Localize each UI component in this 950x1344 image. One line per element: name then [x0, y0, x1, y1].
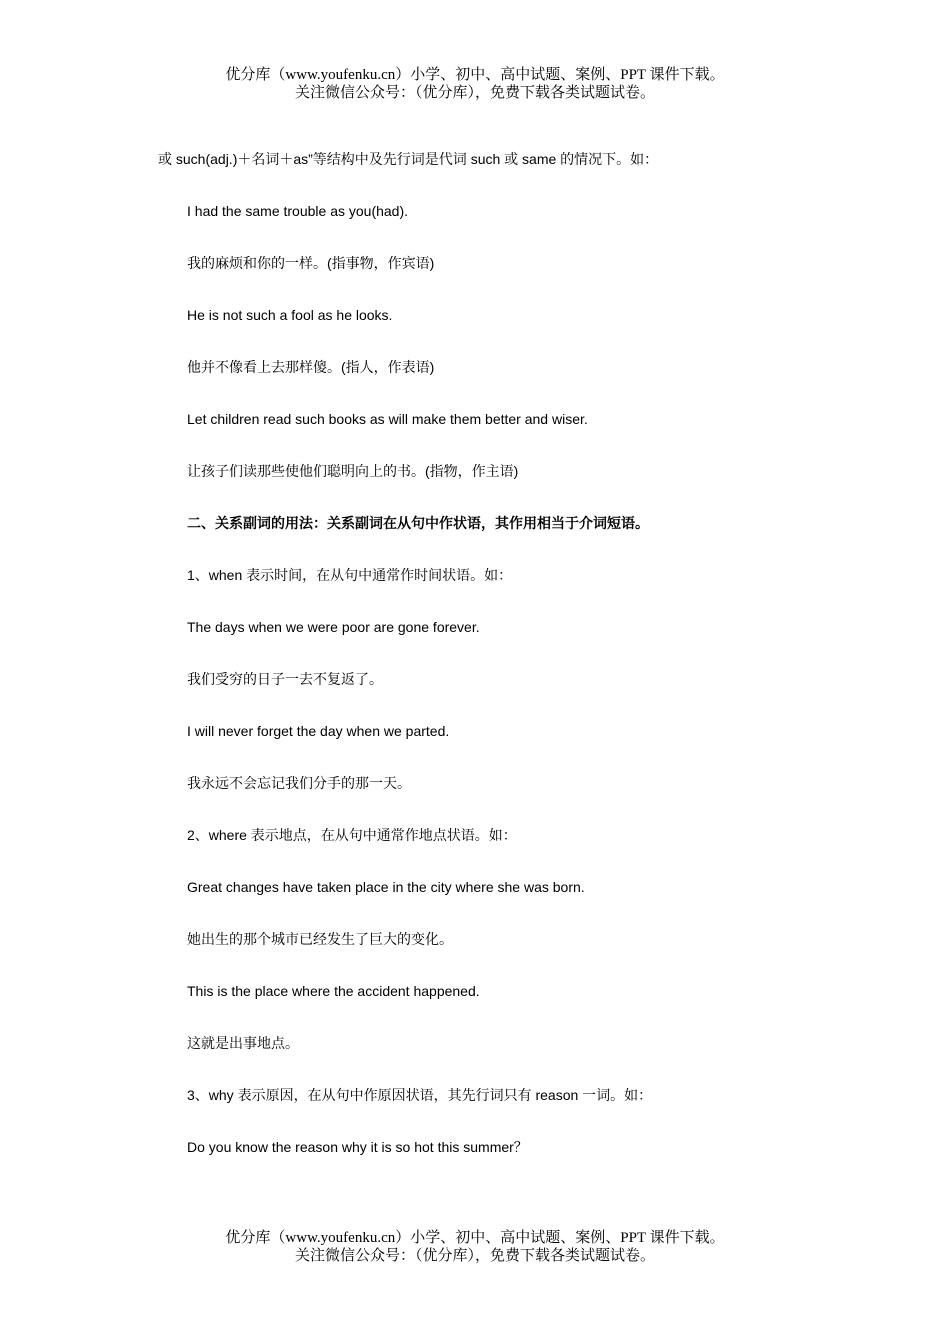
- rule-item: 2、where 表示地点，在从句中通常作地点状语。如：: [187, 827, 517, 843]
- page-footer: [0, 1229, 950, 1265]
- example-sentence: I had the same trouble as you(had).: [187, 203, 409, 219]
- example-sentence: The days when we were poor are gone forever.: [187, 619, 480, 635]
- example-sentence: This is the place where the accident happened.: [187, 983, 480, 999]
- example-translation: 让孩子们读那些使他们聪明向上的书。(指物，作主语): [187, 463, 519, 479]
- example-translation: 这就是出事地点。: [187, 1035, 299, 1051]
- example-translation: 我的麻烦和你的一样。(指事物，作宾语): [187, 255, 435, 271]
- footer-line-1: 优分库（www.youfenku.cn）小学、初中、高中试题、案例、PPT 课件下载。: [225, 1230, 725, 1246]
- example-translation: 我们受穷的日子一去不复返了。: [187, 671, 383, 687]
- header-line-1: 优分库（www.youfenku.cn）小学、初中、高中试题、案例、PPT 课件下载。: [225, 67, 725, 83]
- example-translation: 她出生的那个城市已经发生了巨大的变化。: [187, 931, 453, 947]
- section-heading: 二、关系副词的用法：关系副词在从句中作状语，其作用相当于介词短语。: [187, 515, 649, 531]
- example-sentence: I will never forget the day when we parted.: [187, 723, 450, 739]
- rule-item: 1、when 表示时间，在从句中通常作时间状语。如：: [187, 567, 513, 583]
- example-sentence: He is not such a fool as he looks.: [187, 307, 393, 323]
- example-sentence: Do you know the reason why it is so hot this summer？: [187, 1139, 528, 1155]
- paragraph-continuation: 或 such(adj.)＋名词＋as”等结构中及先行词是代词 such 或 same 的情况下。如：: [158, 151, 659, 167]
- example-sentence: Let children read such books as will make them better and wiser.: [187, 411, 588, 427]
- example-translation: 我永远不会忘记我们分手的那一天。: [187, 775, 411, 791]
- header-line-2: 关注微信公众号：（优分库），免费下载各类试题试卷。: [294, 85, 655, 101]
- example-translation: 他并不像看上去那样傻。(指人，作表语): [187, 359, 435, 375]
- rule-item: 3、why 表示原因，在从句中作原因状语，其先行词只有 reason 一词。如：: [187, 1087, 653, 1103]
- footer-line-2: 关注微信公众号：（优分库），免费下载各类试题试卷。: [294, 1248, 655, 1264]
- example-sentence: Great changes have taken place in the city where she was born.: [187, 879, 585, 895]
